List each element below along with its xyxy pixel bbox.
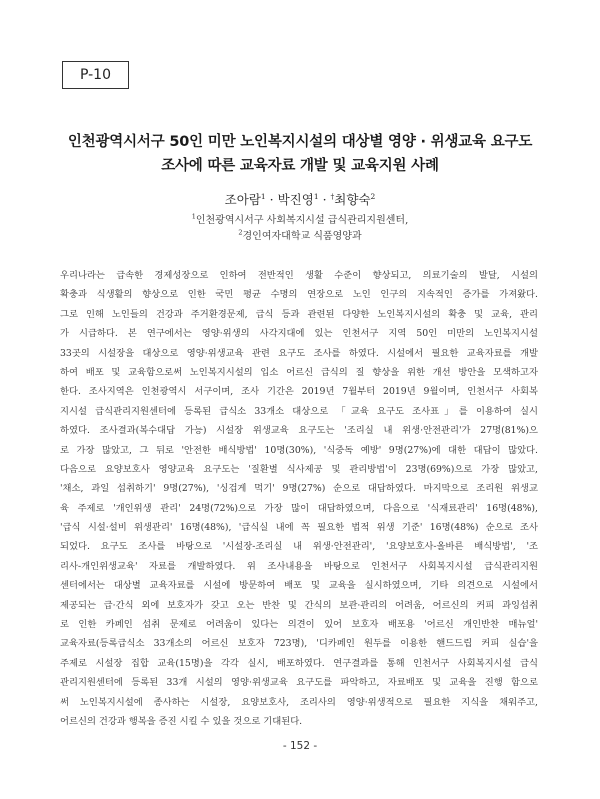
author-separator: · — [318, 192, 331, 207]
author-name: 조아람 — [224, 192, 261, 207]
abstract-line: 하여 배포 및 교육함으로써 노인복지시설의 입소 어르신 급식의 질 향상을 위한 개선 방안을 모색하고자 — [60, 366, 538, 378]
affiliation-text: 경인여자대학교 식품영양과 — [242, 231, 362, 242]
abstract-line: 다음으로 요양보호사 영양교육 요구도는 '질환별 식사제공 및 관리방법'이 23명(69%)으로 가장 많았고, — [60, 463, 538, 475]
abstract-body — [60, 266, 538, 731]
abstract-line: 되었다. 요구도 조사를 바탕으로 '시설장-조리실 내 위생·안전관리', '요양보호사-올바른 배식방법', '조 — [60, 541, 538, 553]
abstract-line: 한다. 조사지역은 인천광역시 서구이며, 조사 기간은 2019년 7월부터 2019년 9월이며, 인천서구 사회복 — [60, 386, 538, 398]
abstract-line: 써 노인복지시설에 종사하는 시설장, 요양보호사, 조리사의 영양·위생적으로 필요한 지식을 채워주고, — [60, 696, 538, 708]
affiliation-sup: 1 — [191, 212, 196, 221]
paper-title-line-1: 인천광역시서구 50인 미만 노인복지시설의 대상별 영양 · 위생교육 요구도 — [67, 134, 533, 150]
abstract-line: 육 주제로 '개인위생 관리' 24명(72%)으로 가장 많이 대답하였으며, 다음으로 '식재료관리' 16명(48%), — [60, 502, 538, 514]
affiliation-1 — [0, 211, 600, 226]
affiliation-2 — [0, 227, 600, 242]
abstract-line: 관리지원센터에 등록된 33개 시설의 영양·위생교육 요구도를 파악하고, 자료배포 및 교육을 진행 함으로 — [60, 677, 538, 689]
author-sup: 1 — [313, 191, 319, 201]
author-sup: 2 — [370, 191, 376, 201]
abstract-line: 제공되는 급·간식 외에 보호자가 갖고 오는 반찬 및 간식의 보관·관리의 어려움, 어르신의 커피 과잉섭취 — [60, 599, 538, 611]
abstract-line: '급식 시설·설비 위생관리' 16명(48%), '급식실 내에 꼭 필요한 법적 위생 기준' 16명(48%) 순으로 조사 — [60, 522, 538, 534]
author-separator: · — [265, 192, 278, 207]
abstract-line: 33곳의 시설장을 대상으로 영양·위생교육 관련 요구도 조사를 하였다. 시설에서 필요한 교육자료를 개발 — [60, 347, 538, 359]
abstract-line: 리사-개인위생교육' 자료를 개발하였다. 위 조사내용을 바탕으로 인천서구 사회복지시설 급식관리지원 — [60, 560, 538, 572]
poster-tag: P-10 — [62, 61, 129, 89]
affiliation-text: 인천광역시서구 사회복지시설 급식관리지원센터, — [195, 215, 409, 226]
abstract-line: 지시설 급식관리지원센터에 등록된 급식소 33개소 대상으로 「교육 요구도 조사표」를 이용하여 실시 — [60, 405, 538, 417]
abstract-line: 그로 인해 노인들의 건강과 주거환경문제, 급식 등과 관련된 다양한 노인복지시설의 확충 및 교육, 관리 — [60, 308, 538, 320]
abstract-line: 로 가장 많았고, 그 뒤로 '안전한 배식방법' 10명(30%), '식중독 예방' 9명(27%)에 대한 대답이 많았다. — [60, 444, 538, 456]
abstract-line: 어르신의 건강과 행복을 증진 시킬 수 있을 것으로 기대된다. — [60, 715, 303, 727]
corresponding-mark: † — [330, 191, 335, 201]
author-list — [0, 190, 600, 208]
abstract-line: '채소, 과일 섭취하기' 9명(27%), '싱겁게 먹기' 9명(27%) 순으로 대답하였다. 마지막으로 조리원 위생교 — [60, 483, 538, 495]
page-number: - 152 - — [282, 740, 318, 752]
affiliation-sup: 2 — [238, 228, 243, 237]
abstract-line: 하였다. 조사결과(복수대답 가능) 시설장 위생교육 요구도는 '조리실 내 위생·안전관리'가 27명(81%)으 — [60, 425, 538, 437]
abstract-line: 우리나라는 급속한 경제성장으로 인하여 전반적인 생활 수준이 향상되고, 의료기술의 발달, 시설의 — [60, 270, 538, 281]
paper-title-line-2: 조사에 따른 교육자료 개발 및 교육지원 사례 — [161, 158, 439, 174]
abstract-line: 로 인한 카페인 섭취 문제로 어려움이 있다는 의견이 있어 보호자 배포용 '어르신 개인반찬 매뉴얼' — [60, 619, 538, 631]
abstract-line: 센터에서는 대상별 교육자료를 시설에 방문하여 배포 및 교육을 실시하였으며, 기타 의견으로 시설에서 — [60, 580, 538, 592]
author-sup: 1 — [260, 191, 266, 201]
abstract-line: 주제로 시설장 집합 교육(15명)을 각각 실시, 배포하였다. 연구결과를 통해 인천서구 사회복지시설 급식 — [60, 657, 538, 669]
abstract-line: 가 시급하다. 본 연구에서는 영양·위생의 사각지대에 있는 인천서구 지역 50인 미만의 노인복지시설 — [60, 328, 538, 340]
abstract-line: 확충과 식생활의 향상으로 인한 국민 평균 수명의 연장으로 노인 인구의 지속적인 증가를 가져왔다. — [60, 289, 538, 301]
abstract-line: 교육자료(등록급식소 33개소의 어르신 보호자 723명), '디카페인 원두를 이용한 핸드드립 커피 실습'을 — [60, 638, 538, 650]
author-name: 최향숙 — [334, 192, 371, 207]
author-name: 박진영 — [277, 192, 314, 207]
